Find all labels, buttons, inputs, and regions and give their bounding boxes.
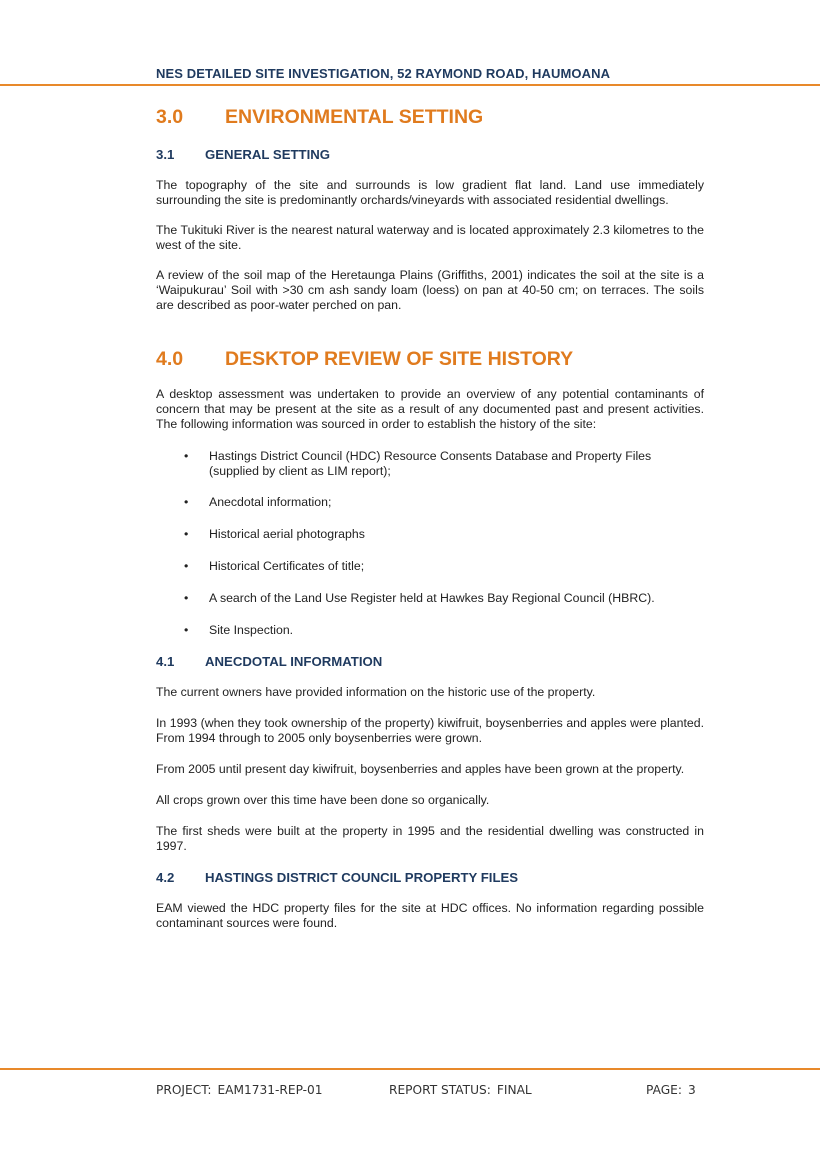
list-item — [156, 559, 704, 574]
anecdotal-paragraph-5: The first sheds were built at the property in 1995 and the residential dwelling was constructed in 1997. — [156, 824, 704, 853]
footer-rule — [0, 1068, 820, 1070]
bullet-icon: • — [184, 495, 189, 509]
anecdotal-paragraph-2: In 1993 (when they took ownership of the property) kiwifruit, boysenberries and apples were planted. From 1994 through to 2005 only boysenberries were grown. — [156, 716, 704, 745]
desktop-review-intro: A desktop assessment was undertaken to provide an overview of any potential contaminants of concern that may be present at the site as a result of any documented past and present activities. The following information was sourced in order to establish the history of the site: — [156, 387, 704, 431]
footer-project — [156, 1083, 323, 1097]
list-item — [156, 527, 704, 542]
information-sources-list — [156, 449, 704, 638]
footer-page-label: PAGE: — [646, 1083, 682, 1097]
anecdotal-paragraph-3: From 2005 until present day kiwifruit, boysenberries and apples have been grown at the property. — [156, 762, 685, 776]
section-4-2-number: 4.2 — [156, 870, 175, 885]
section-4-1-heading — [156, 654, 704, 669]
list-item-text: Historical Certificates of title; — [209, 559, 365, 573]
property-files-paragraph: EAM viewed the HDC property files for the site at HDC offices. No information regarding possible contaminant sources were found. — [156, 901, 704, 930]
page-content — [156, 106, 704, 931]
list-item-text: Site Inspection. — [209, 623, 294, 637]
list-item — [156, 495, 704, 510]
list-item — [156, 591, 704, 606]
list-item-text: A search of the Land Use Register held at Hawkes Bay Regional Council (HBRC). — [209, 591, 655, 605]
bullet-icon: • — [184, 591, 189, 605]
list-item-text: Hastings District Council (HDC) Resource Consents Database and Property Files (supplied by client as LIM report); — [209, 449, 652, 478]
general-setting-paragraph-1: The topography of the site and surrounds is low gradient flat land. Land use immediately surrounding the site is predominantly orchards/vineyards with associated residential dwellings. — [156, 178, 704, 207]
section-4-1-number: 4.1 — [156, 654, 175, 669]
section-3-heading — [156, 106, 704, 129]
section-3-1-number: 3.1 — [156, 147, 175, 162]
section-4-heading — [156, 348, 704, 371]
bullet-icon: • — [184, 527, 189, 541]
section-4-title: DESKTOP REVIEW OF SITE HISTORY — [225, 348, 574, 370]
running-header: NES DETAILED SITE INVESTIGATION, 52 RAYMOND ROAD, HAUMOANA — [156, 66, 611, 81]
footer-status-value: FINAL — [496, 1083, 532, 1097]
section-3-1-title: GENERAL SETTING — [205, 147, 331, 162]
anecdotal-paragraph-1: The current owners have provided information on the historic use of the property. — [156, 685, 596, 699]
section-4-2-heading — [156, 870, 704, 885]
list-item — [156, 623, 704, 638]
section-4-1-title: ANECDOTAL INFORMATION — [205, 654, 383, 669]
section-4-2-title: HASTINGS DISTRICT COUNCIL PROPERTY FILES — [205, 870, 519, 885]
general-setting-paragraph-3: A review of the soil map of the Heretaunga Plains (Griffiths, 2001) indicates the soil at the site is a ‘Waipukurau’ Soil with >30 cm ash sandy loam (loess) on pan at 40-50 cm; on terraces. The soils are described as poor-water perched on pan. — [156, 268, 704, 312]
footer-project-label: PROJECT: — [156, 1083, 212, 1097]
header-rule — [0, 84, 820, 86]
footer-status-label: REPORT STATUS: — [389, 1083, 491, 1097]
footer-project-value: EAM1731-REP-01 — [217, 1083, 323, 1097]
section-3-title: ENVIRONMENTAL SETTING — [225, 106, 484, 128]
bullet-icon: • — [184, 623, 189, 637]
general-setting-paragraph-2: The Tukituki River is the nearest natural waterway and is located approximately 2.3 kilometres to the west of the site. — [156, 223, 704, 252]
section-3-number: 3.0 — [156, 106, 184, 128]
section-4-number: 4.0 — [156, 348, 184, 370]
anecdotal-paragraph-4: All crops grown over this time have been done so organically. — [156, 793, 490, 807]
footer-page-number: 3 — [687, 1083, 696, 1097]
list-item — [156, 449, 704, 479]
section-3-1-heading — [156, 147, 704, 162]
list-item-text: Anecdotal information; — [209, 495, 332, 509]
list-item-text: Historical aerial photographs — [209, 527, 365, 541]
footer-page — [646, 1083, 696, 1097]
bullet-icon: • — [184, 559, 189, 573]
bullet-icon: • — [184, 449, 189, 463]
footer-status — [389, 1083, 532, 1097]
